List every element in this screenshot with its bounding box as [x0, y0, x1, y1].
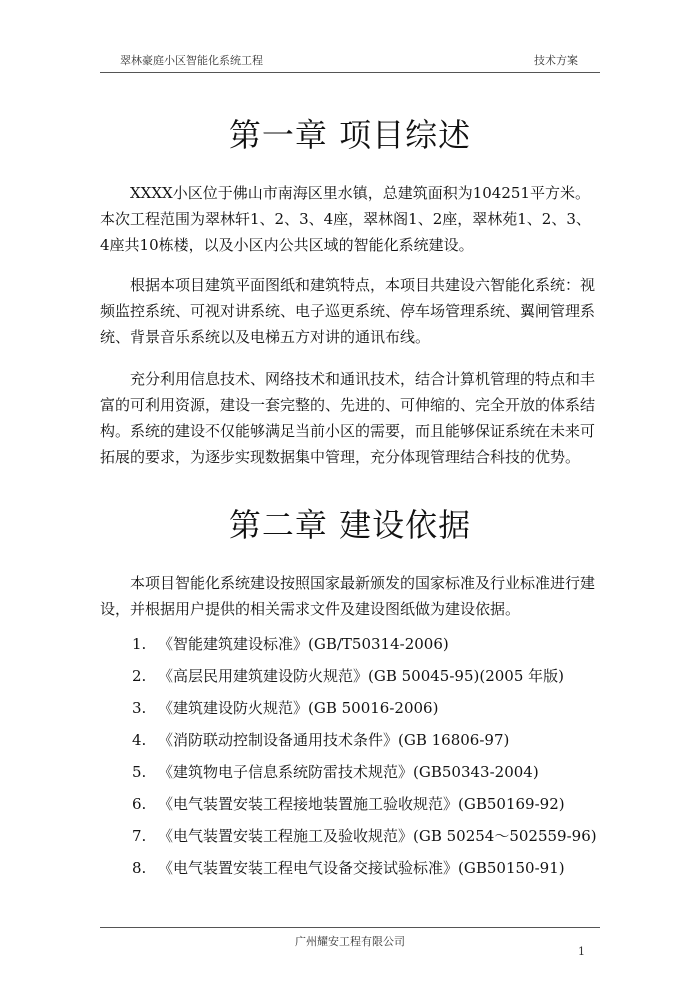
- reference-item: [132, 761, 592, 783]
- reference-number: 1.: [132, 635, 147, 653]
- reference-number: 2.: [132, 667, 147, 685]
- header-project-name: 翠林豪庭小区智能化系统工程: [120, 54, 263, 67]
- footer-divider: [100, 927, 600, 928]
- reference-number: 6.: [132, 795, 147, 813]
- reference-item: [132, 697, 592, 719]
- footer-company-name: 广州耀安工程有限公司: [295, 935, 405, 948]
- reference-text: 《电气装置安装工程施工及验收规范》(GB 50254～502559-96): [158, 827, 597, 845]
- reference-number: 4.: [132, 731, 147, 749]
- reference-number: 7.: [132, 827, 147, 845]
- chapter-1-title: 第一章 项目综述: [228, 116, 472, 154]
- reference-item: [132, 825, 597, 847]
- reference-text: 《建筑物电子信息系统防雷技术规范》(GB50343-2004): [158, 763, 539, 781]
- reference-item: [132, 729, 592, 751]
- chapter-1-paragraph-1: XXXX小区位于佛山市南海区里水镇，总建筑面积为104251平方米。本次工程范围为翠林轩1、2、3、4座，翠林阁1、2座，翠林苑1、2、3、4座共10栋楼，以及小区内公共区域的智能化系统建设。: [100, 184, 591, 254]
- reference-text: 《电气装置安装工程接地装置施工验收规范》(GB50169-92): [158, 795, 565, 813]
- header-divider: [100, 72, 600, 73]
- reference-item: [132, 665, 592, 687]
- header-doc-type: 技术方案: [534, 54, 578, 67]
- reference-text: 《建筑建设防火规范》(GB 50016-2006): [158, 699, 439, 717]
- page-number: 1: [578, 945, 585, 958]
- chapter-1-paragraph-2: 根据本项目建筑平面图纸和建筑特点，本项目共建设六智能化系统：视频监控系统、可视对讲系统、电子巡更系统、停车场管理系统、翼闸管理系统、背景音乐系统以及电梯五方对讲的通讯布线。: [100, 276, 596, 346]
- reference-item: [132, 633, 592, 655]
- chapter-2-intro: 本项目智能化系统建设按照国家最新颁发的国家标准及行业标准进行建设，并根据用户提供的相关需求文件及建设图纸做为建设依据。: [100, 574, 596, 618]
- reference-text: 《智能建筑建设标准》(GB/T50314-2006): [158, 635, 449, 653]
- reference-text: 《消防联动控制设备通用技术条件》(GB 16806-97): [158, 731, 510, 749]
- reference-item: [132, 857, 592, 879]
- reference-number: 3.: [132, 699, 147, 717]
- reference-number: 8.: [132, 859, 147, 877]
- page-header: [100, 52, 600, 72]
- reference-text: 《高层民用建筑建设防火规范》(GB 50045-95)(2005 年版): [158, 667, 564, 685]
- chapter-1-paragraph-3: 充分利用信息技术、网络技术和通讯技术，结合计算机管理的特点和丰富的可利用资源，建设一套完整的、先进的、可伸缩的、完全开放的体系结构。系统的建设不仅能够满足当前小区的需要，而且能够保证系统在未来可拓展的要求，为逐步实现数据集中管理，充分体现管理结合科技的优势。: [100, 370, 596, 466]
- reference-number: 5.: [132, 763, 147, 781]
- reference-item: [132, 793, 592, 815]
- reference-text: 《电气装置安装工程电气设备交接试验标准》(GB50150-91): [158, 859, 565, 877]
- chapter-2-title: 第二章 建设依据: [228, 506, 472, 544]
